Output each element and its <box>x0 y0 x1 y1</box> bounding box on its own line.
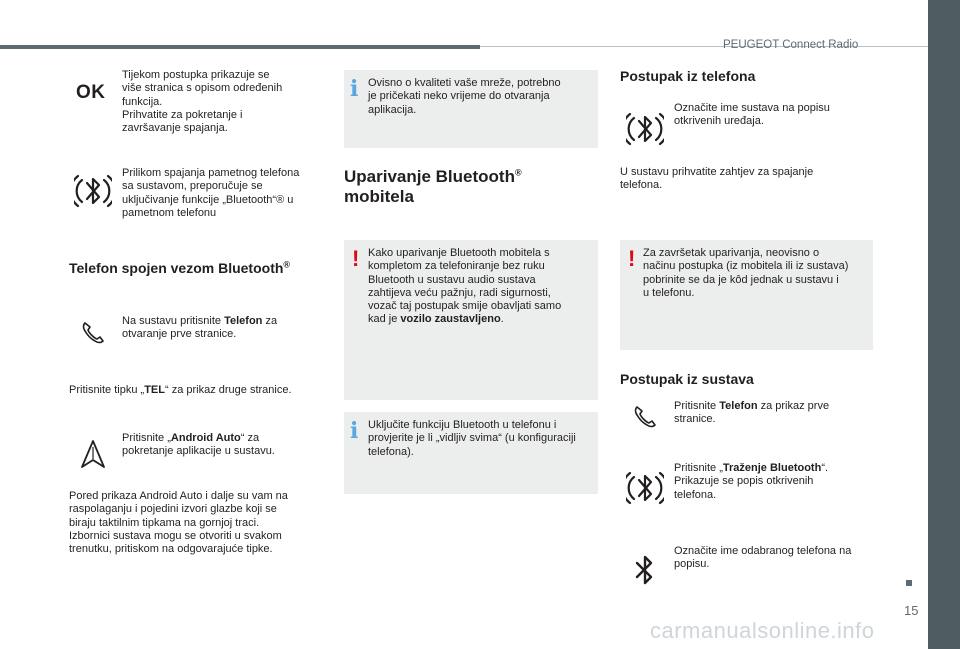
phone-icon <box>632 404 658 430</box>
android-auto-instruction: Pritisnite „Android Auto“ za pokretanje aplikacije u sustavu. <box>122 432 275 458</box>
warning-box-safety-text: Kako uparivanje Bluetooth mobitela s kompletom za telefoniranje bez ruku Bluetooth u sustavu audio sustava zahtijeva veću pažnju, radi sigurnosti, vozač taj postupak smije obavljati samo kad je vozilo zaustavljeno. <box>368 247 562 326</box>
tel-instruction: Pritisnite tipku „TEL“ za prikaz druge stranice. <box>69 384 292 396</box>
page-marker <box>906 580 912 586</box>
section-heading-from-system: Postupak iz sustava <box>620 371 754 387</box>
top-rule-light <box>480 46 928 47</box>
top-rule <box>0 45 480 49</box>
info-box-visibility-text: Uključite funkciju Bluetooth u telefonu i provjerite je li „vidljiv svima“ (u konfiguraciji telefona). <box>368 419 576 458</box>
bluetooth-symbol-icon <box>630 552 660 590</box>
bluetooth-icon <box>626 106 664 152</box>
accept-request-text: U sustavu prihvatite zahtjev za spajanje telefona. <box>620 166 814 192</box>
watermark: carmanualsonline.info <box>650 618 875 643</box>
bluetooth-search-instruction: Pritisnite „Traženje Bluetooth“. Prikazuje se popis otkrivenih telefona. <box>674 462 829 501</box>
bluetooth-icon <box>74 168 112 214</box>
page-number: 15 <box>904 603 919 618</box>
select-system-instruction: Označite ime sustava na popisu otkrivenih uređaja. <box>674 102 830 128</box>
ok-description: Tijekom postupka prikazuje se više stranica s opisom određenih funkcija. Prihvatite za pokretanje i završavanje spajanja. <box>122 69 283 135</box>
section-heading-from-phone: Postupak iz telefona <box>620 68 756 84</box>
system-phone-instruction: Pritisnite Telefon za prikaz prve stranice. <box>674 400 830 426</box>
bluetooth-search-icon <box>626 465 664 511</box>
phone-instruction: Na sustavu pritisnite Telefon za otvaranje prve stranice. <box>122 315 278 341</box>
section-heading-pairing: Uparivanje Bluetooth® mobitela <box>344 167 522 206</box>
warning-box-code-text: Za završetak uparivanja, neovisno o načinu postupka (iz mobitela ili iz sustava) pobrinite se da je kôd jednak u sustavu i u telefonu. <box>643 247 849 299</box>
info-icon: i <box>350 76 359 102</box>
phone-icon <box>80 320 106 346</box>
header-title: PEUGEOT Connect Radio <box>723 39 859 51</box>
info-box-network-text: Ovisno o kvaliteti vaše mreže, potrebno je pričekati neko vrijeme do otvaranja aplikacija. <box>368 77 561 116</box>
side-strip <box>928 0 960 649</box>
bluetooth-recommendation: Prilikom spajanja pametnog telefona sa sustavom, preporučuje se uključivanje funkcije „Bluetooth“® u pametnom telefonu <box>122 167 300 219</box>
select-phone-instruction: Označite ime odabranog telefona na popisu. <box>674 545 852 571</box>
warning-icon: ! <box>628 246 636 271</box>
android-auto-icon <box>78 438 108 470</box>
ok-icon: OK <box>76 82 106 103</box>
section-heading-connected: Telefon spojen vezom Bluetooth® <box>69 259 291 276</box>
warning-icon: ! <box>352 246 360 271</box>
info-icon: i <box>350 418 359 444</box>
android-auto-paragraph: Pored prikaza Android Auto i dalje su vam na raspolaganju i pojedini izvori glazbe koji se biraju taktilnim tipkama na gornjoj traci. Izbornici sustava mogu se otvoriti u svakom trenutku, pritiskom na odgovarajuće tipke. <box>69 490 288 556</box>
